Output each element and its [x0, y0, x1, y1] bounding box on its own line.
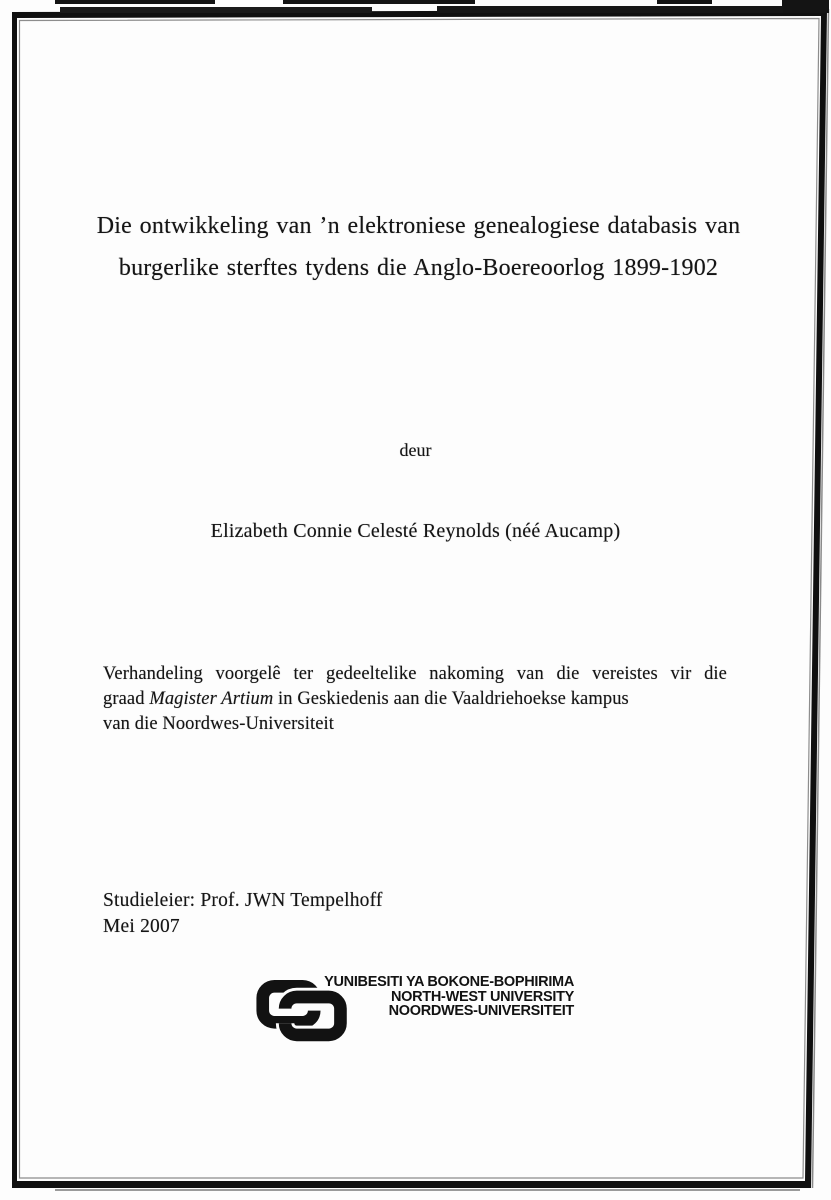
scan-artifact-top-band-2	[437, 6, 783, 13]
logo-name-setswana: YUNIBESITI YA BOKONE-BOPHIRIMA	[324, 974, 574, 990]
logo-name-afrikaans: NOORDWES-UNIVERSITEIT	[388, 1003, 574, 1019]
thesis-title-line1: Die ontwikkeling van ’n elektroniese genealogiese databasis van	[96, 213, 741, 239]
author-name: Elizabeth Connie Celesté Reynolds (néé Aucamp)	[210, 520, 621, 542]
supervisor-line: Studieleier: Prof. JWN Tempelhoff	[103, 890, 383, 911]
degree-name: Magister Artium	[149, 689, 274, 709]
statement-line3: van die Noordwes-Universiteit	[103, 714, 335, 734]
statement-line2-suffix: in Geskiedenis aan die Vaaldriehoekse kampus	[273, 689, 629, 709]
scan-artifact-top-2	[283, 0, 475, 4]
statement-line2	[103, 687, 727, 712]
submission-statement	[103, 662, 727, 737]
scan-artifact-top-3	[657, 0, 712, 4]
credits-block	[103, 888, 383, 940]
scan-artifact-top-1	[55, 0, 215, 4]
byline-deur: deur	[399, 440, 432, 460]
scan-artifact-bottom-band	[55, 1189, 800, 1191]
thesis-title-line2: burgerlike sterftes tydens die Anglo-Boereoorlog 1899-1902	[118, 255, 719, 281]
scan-artifact-top-right-blob	[782, 0, 829, 13]
statement-line1: Verhandeling voorgelê ter gedeeltelike nakoming van die vereistes vir die	[103, 664, 727, 684]
date-line: Mei 2007	[103, 916, 180, 937]
logo-name-english: NORTH-WEST UNIVERSITY	[390, 988, 574, 1005]
scan-artifact-top-band-1	[60, 7, 372, 13]
nwu-logo-names	[324, 975, 574, 1019]
statement-line2-prefix: graad	[103, 689, 150, 709]
